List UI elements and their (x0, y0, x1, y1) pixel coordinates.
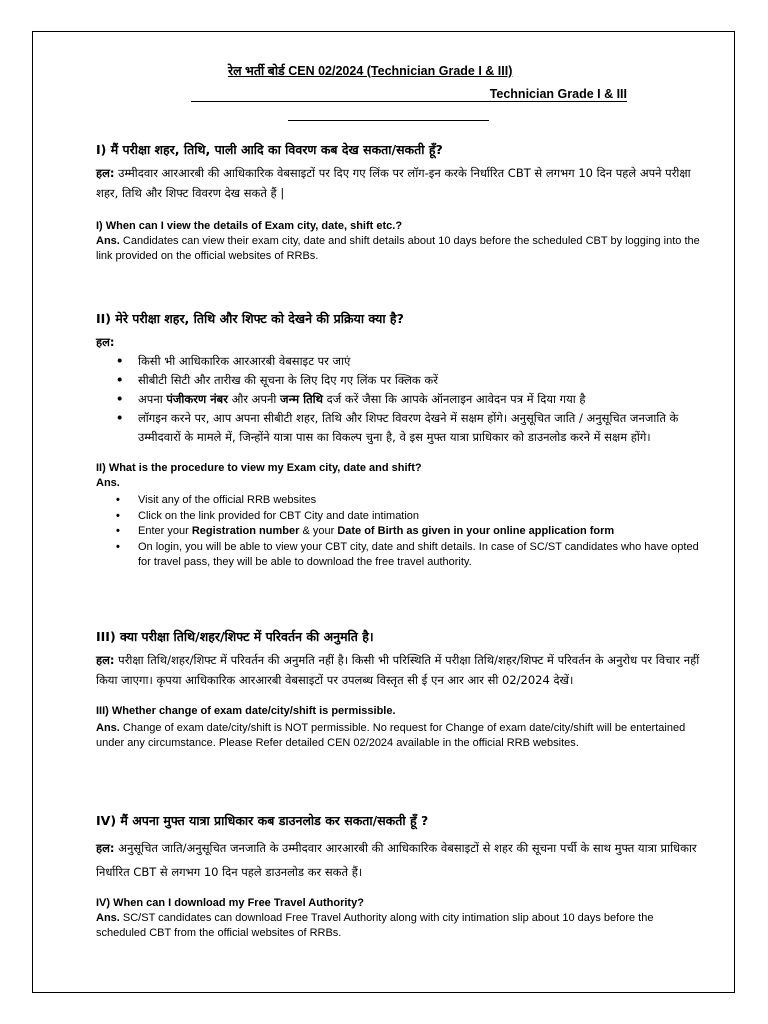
english-answer-text: SC/ST candidates can download Free Travel Authority along with city intimation slip about 10 days before the scheduled CBT from the official websites of RRBs. (96, 912, 654, 939)
list-text: अपना (138, 392, 163, 406)
list-text: और अपनी (231, 392, 277, 406)
english-answer-label: Ans. (96, 235, 120, 247)
english-question-4: IV) When can I download my Free Travel Authority? (96, 897, 364, 909)
document-subtitle: Technician Grade I & III (191, 87, 627, 102)
header-divider (288, 120, 489, 121)
english-answer-text: Candidates can view their exam city, date and shift details about 10 days before the scheduled CBT by logging into the link provided on the official websites of RRBs. (96, 235, 700, 262)
hindi-answer-label: हल: (96, 166, 115, 180)
list-text: Enter your (138, 525, 189, 537)
list-item (116, 524, 701, 540)
hindi-answer-1 (96, 163, 701, 203)
list-text-bold: Registration number (191, 525, 300, 537)
english-answer-4 (96, 911, 701, 941)
list-item (116, 390, 701, 409)
hindi-question-3: III) क्या परीक्षा तिथि/शहर/शिफ्ट में परिवर्तन की अनुमति है। (96, 629, 374, 644)
list-text: & your (302, 525, 335, 537)
hindi-answer-label: हल: (96, 335, 115, 349)
hindi-answer-text: उम्मीदवार आरआरबी की आधिकारिक वेबसाइटों पर दिए गए लिंक पर लॉग-इन करके निर्धारित CBT से लगभग 10 दिन पहले अपने परीक्षा शहर, तिथि और शिफ्ट विवरण देख सकते हैं | (96, 166, 691, 200)
hindi-question-4: IV) मैं अपना मुफ्त यात्रा प्राधिकार कब डाउनलोड कर सकता/सकती हूँ ? (96, 813, 429, 828)
list-text-bold: जन्म तिथि (280, 392, 323, 406)
hindi-question-2: II) मेरे परीक्षा शहर, तिथि और शिफ्ट को देखने की प्रक्रिया क्या है? (96, 311, 404, 326)
faq-section-4 (96, 812, 701, 941)
hindi-question-1: I) मैं परीक्षा शहर, तिथि, पाली आदि का विवरण कब देख सकता/सकती हूँ? (96, 142, 443, 157)
list-text-bold: पंजीकरण नंबर (166, 392, 228, 406)
hindi-answer-label: हल: (96, 841, 115, 855)
list-item: • लॉगइन करने पर, आप अपना सीबीटी शहर, तिथि और शिफ्ट विवरण देखने में सक्षम होंगे। अनुसूचित जाति / अनुसूचित जनजाति के उम्मीदवारों के मामले में, जिन्होंने यात्रा पास का विकल्प चुना है, वे इस मुफ्त यात्रा प्राधिकार को डाउनलोड करने में सक्षम होंगे। (116, 409, 701, 447)
english-answer-1 (96, 234, 701, 264)
english-answer-label: Ans. (96, 477, 120, 489)
english-question-2: II) What is the procedure to view my Exam city, date and shift? (96, 462, 422, 474)
english-answer-text: Change of exam date/city/shift is NOT permissible. No request for Change of exam date/city/shift will be entertained under any circumstance. Please Refer detailed CEN 02/2024 available in the official RRB websites. (96, 722, 686, 749)
list-text-bold: Date of Birth as given in your online application form (337, 525, 615, 537)
faq-section-3 (96, 628, 701, 751)
faq-section-2 (96, 310, 701, 571)
list-item: • Visit any of the official RRB websites (116, 493, 701, 509)
hindi-answer-text: अनुसूचित जाति/अनुसूचित जनजाति के उम्मीदवार आरआरबी की आधिकारिक वेबसाइटों से शहर की सूचना पर्ची के साथ मुफ्त यात्रा प्राधिकार निर्धारित CBT से लगभग 10 दिन पहले डाउनलोड कर सकते हैं। (96, 841, 697, 879)
list-text: दर्ज करें जैसा कि आपके ऑनलाइन आवेदन पत्र में दिया गया है (326, 392, 586, 406)
faq-section-1 (96, 141, 701, 264)
list-item: • सीबीटी सिटी और तारीख की सूचना के लिए दिए गए लिंक पर क्लिक करें (116, 371, 701, 390)
english-question-1: I) When can I view the details of Exam city, date, shift etc.? (96, 220, 403, 232)
hindi-answer-4 (96, 836, 701, 884)
english-answer-label: Ans. (96, 722, 120, 734)
document-title: रेल भर्ती बोर्ड CEN 02/2024 (Technician Grade I & III) (228, 64, 513, 78)
list-item: • किसी भी आधिकारिक आरआरबी वेबसाइट पर जाएं (116, 352, 701, 371)
list-item: • Click on the link provided for CBT City and date intimation (116, 509, 701, 525)
hindi-steps-list (96, 352, 701, 447)
english-answer-label: Ans. (96, 912, 120, 924)
list-item: • On login, you will be able to view your CBT city, date and shift details. In case of SC/ST candidates who have opted for travel pass, they will be able to download the free travel authority. (116, 540, 701, 571)
hindi-answer-3 (96, 650, 701, 690)
english-steps-list (96, 493, 701, 571)
english-question-3: III) Whether change of exam date/city/shift is permissible. (96, 705, 396, 717)
hindi-answer-text: परीक्षा तिथि/शहर/शिफ्ट में परिवर्तन की अनुमति नहीं है। किसी भी परिस्थिति में परीक्षा तिथि/शहर/शिफ्ट में परिवर्तन के अनुरोध पर विचार नहीं किया जाएगा। कृपया आधिकारिक आरआरबी वेबसाइटों पर उपलब्ध विस्तृत सी ई एन आर आर सी 02/2024 देखें। (96, 653, 700, 687)
hindi-answer-label: हल: (96, 653, 115, 667)
english-answer-3 (96, 721, 701, 751)
